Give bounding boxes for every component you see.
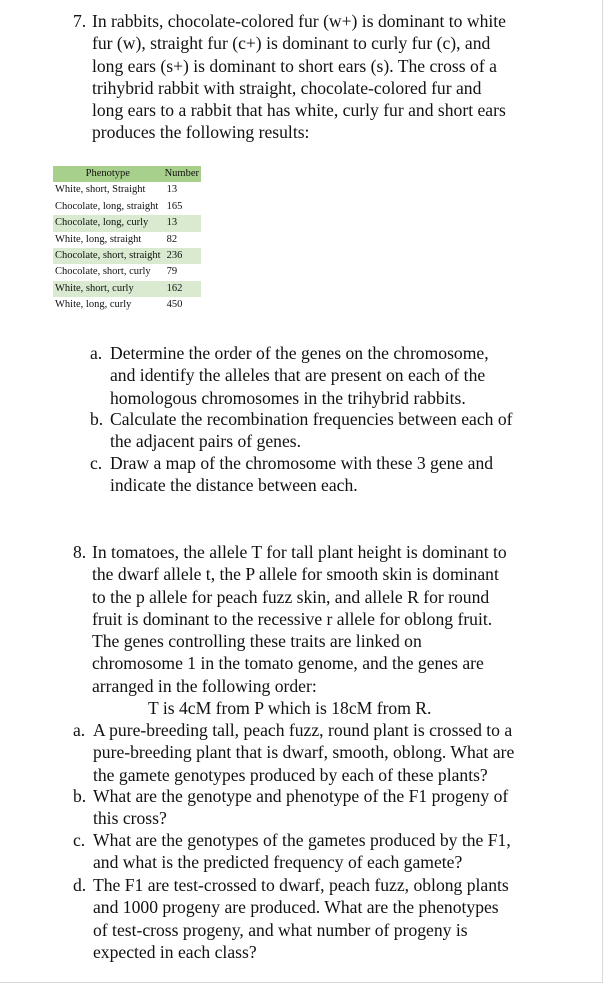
phenotype-cell: Chocolate, long, straight bbox=[55, 200, 159, 212]
part-label: d. bbox=[73, 875, 87, 895]
number-cell: 13 bbox=[166, 217, 178, 229]
phenotype-table bbox=[53, 166, 201, 314]
part-label: c. bbox=[90, 453, 103, 473]
text-line: and what is the predicted frequency of each gamete? bbox=[93, 852, 463, 873]
number-cell: 450 bbox=[166, 299, 183, 311]
part-text bbox=[110, 408, 513, 453]
text-line: fur (w), straight fur (c+) is dominant to curly fur (c), and bbox=[92, 33, 491, 54]
text-line: fruit is dominant to the recessive r allele for oblong fruit. bbox=[92, 608, 493, 629]
number-cell: 13 bbox=[166, 184, 178, 196]
part-label: a. bbox=[73, 720, 86, 740]
text-line: The genes controlling these traits are linked on bbox=[92, 631, 422, 652]
text-line: long ears (s+) is dominant to short ears (s). The cross of a bbox=[92, 55, 497, 76]
question-8-part-b bbox=[73, 785, 508, 830]
table-row bbox=[53, 281, 201, 297]
column-header-phenotype: Phenotype bbox=[85, 168, 130, 179]
question-number: 7. bbox=[73, 11, 87, 31]
table-header-row bbox=[53, 166, 201, 182]
text-line: and 1000 progeny are produced. What are the phenotypes bbox=[93, 897, 499, 918]
question-7-part-a bbox=[90, 342, 489, 409]
text-line: trihybrid rabbit with straight, chocolate-colored fur and bbox=[92, 77, 482, 98]
text-line: Draw a map of the chromosome with these 3 gene and bbox=[110, 453, 494, 473]
question-text bbox=[92, 541, 507, 719]
question-text bbox=[92, 10, 562, 144]
table-row bbox=[53, 232, 201, 248]
part-label: a. bbox=[90, 343, 103, 363]
part-text bbox=[93, 719, 514, 786]
text-line: Determine the order of the genes on the chromosome, bbox=[110, 343, 489, 363]
text-line: pure-breeding plant that is dwarf, smooth, oblong. What are bbox=[93, 742, 515, 763]
text-line: indicate the distance between each. bbox=[110, 475, 358, 496]
phenotype-cell: Chocolate, short, straight bbox=[55, 250, 161, 262]
phenotype-cell: White, long, curly bbox=[55, 299, 132, 311]
part-text bbox=[93, 785, 508, 830]
question-8 bbox=[73, 541, 507, 719]
part-label: b. bbox=[90, 409, 104, 429]
text-line: this cross? bbox=[93, 808, 167, 829]
part-label: c. bbox=[73, 830, 86, 850]
question-8-part-d bbox=[73, 874, 509, 963]
text-line: What are the genotype and phenotype of the F1 progeny of bbox=[93, 786, 509, 806]
text-line: Calculate the recombination frequencies between each of bbox=[110, 409, 513, 429]
text-line: A pure-breeding tall, peach fuzz, round plant is crossed to a bbox=[93, 720, 513, 740]
phenotype-cell: White, long, straight bbox=[55, 233, 142, 245]
text-line: of test-cross progeny, and what number of progeny is bbox=[93, 919, 468, 940]
table-row bbox=[53, 199, 201, 215]
text-line: the dwarf allele t, the P allele for smooth skin is dominant bbox=[92, 564, 499, 585]
text-line: arranged in the following order: bbox=[92, 675, 317, 696]
table-row bbox=[53, 182, 201, 198]
column-header-number: Number bbox=[164, 168, 199, 179]
table-row bbox=[53, 297, 201, 313]
part-text bbox=[110, 452, 493, 497]
text-line: the adjacent pairs of genes. bbox=[110, 431, 302, 452]
number-cell: 79 bbox=[166, 266, 178, 278]
text-line: chromosome 1 in the tomato genome, and the genes are bbox=[92, 653, 484, 674]
phenotype-cell: Chocolate, long, curly bbox=[55, 217, 149, 229]
question-8-part-c bbox=[73, 829, 511, 874]
phenotype-cell: White, short, Straight bbox=[55, 184, 146, 196]
text-line: The F1 are test-crossed to dwarf, peach fuzz, oblong plants bbox=[93, 875, 509, 895]
text-line: the gamete genotypes produced by each of these plants? bbox=[93, 764, 488, 785]
part-text bbox=[110, 342, 489, 409]
number-cell: 162 bbox=[166, 282, 183, 294]
phenotype-cell: White, short, curly bbox=[55, 282, 134, 294]
question-7 bbox=[73, 10, 562, 144]
question-8-part-a bbox=[73, 719, 514, 786]
text-line: In rabbits, chocolate-colored fur (w+) is dominant to white bbox=[92, 11, 506, 31]
table-row bbox=[53, 264, 201, 280]
text-line: long ears to a rabbit that has white, curly fur and short ears bbox=[92, 100, 506, 121]
number-cell: 82 bbox=[166, 233, 178, 245]
text-line: homologous chromosomes in the trihybrid rabbits. bbox=[110, 387, 466, 408]
number-cell: 165 bbox=[166, 200, 183, 212]
text-line: In tomatoes, the allele T for tall plant height is dominant to bbox=[92, 542, 507, 562]
text-line: to the p allele for peach fuzz skin, and allele R for round bbox=[92, 586, 490, 607]
question-7-part-b bbox=[90, 408, 513, 453]
text-line: and identify the alleles that are present on each of the bbox=[110, 365, 486, 386]
question-number: 8. bbox=[73, 542, 87, 562]
table-row bbox=[53, 215, 201, 231]
table-row bbox=[53, 248, 201, 264]
text-line: What are the genotypes of the gametes produced by the F1, bbox=[93, 830, 511, 850]
text-line: produces the following results: bbox=[92, 122, 310, 143]
text-line: expected in each class? bbox=[93, 941, 257, 962]
number-cell: 236 bbox=[166, 250, 183, 262]
part-label: b. bbox=[73, 786, 87, 806]
phenotype-cell: Chocolate, short, curly bbox=[55, 266, 151, 278]
question-7-part-c bbox=[90, 452, 493, 497]
part-text bbox=[93, 829, 511, 874]
part-text bbox=[93, 874, 509, 963]
gene-order-line: T is 4cM from P which is 18cM from R. bbox=[148, 698, 432, 719]
